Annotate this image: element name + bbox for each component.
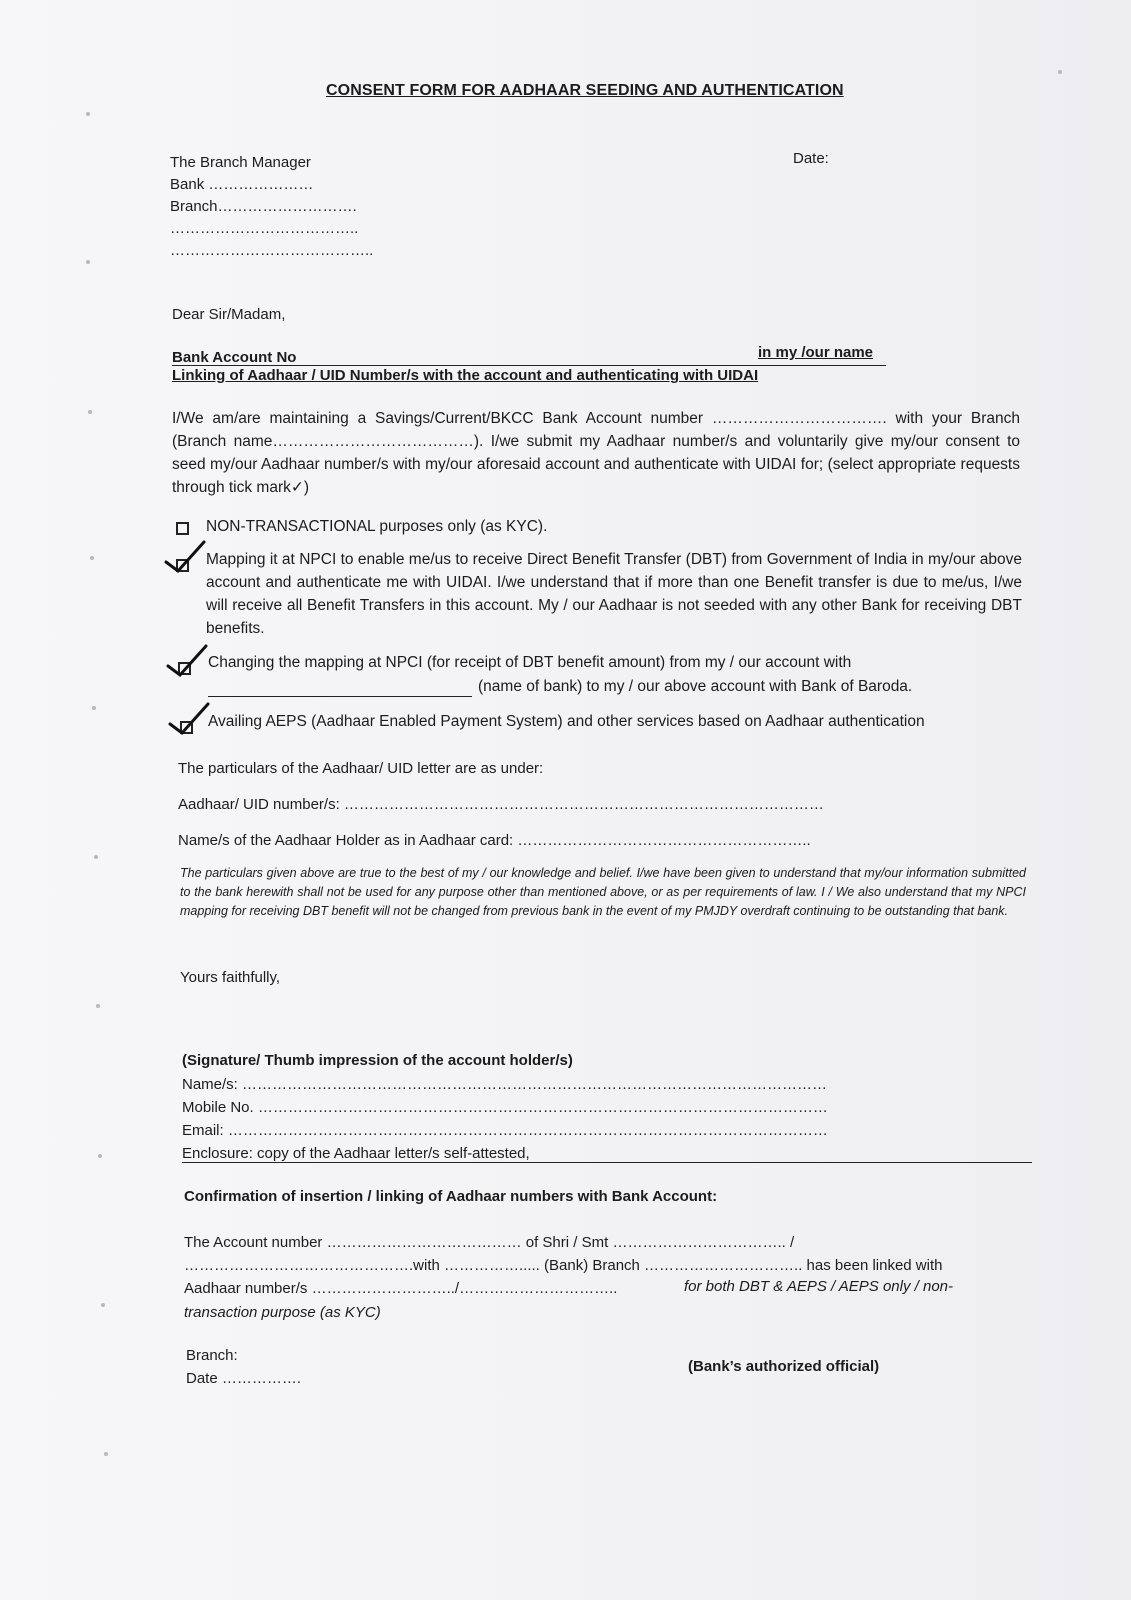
salutation: Dear Sir/Madam,: [172, 306, 286, 323]
address-line: …………………………………..: [170, 242, 374, 259]
confirmation-line: ……………………………………….with ……………..... (Bank) Branch ………………………….. has been linked with: [184, 1257, 943, 1274]
confirmation-purpose-cont: transaction purpose (as KYC): [184, 1304, 381, 1321]
confirmation-aadhaar-numbers: Aadhaar number/s ………………………../…………………………..: [184, 1280, 618, 1297]
option-non-transactional-checkbox[interactable]: [176, 522, 189, 535]
scan-speck: [86, 260, 90, 264]
enclosure-note: Enclosure: copy of the Aadhaar letter/s self-attested,: [182, 1145, 530, 1162]
confirmation-heading: Confirmation of insertion / linking of Aadhaar numbers with Bank Account:: [184, 1188, 718, 1205]
scan-speck: [1058, 70, 1062, 74]
particulars-heading: The particulars of the Aadhaar/ UID letter are as under:: [178, 760, 544, 777]
signature-heading: (Signature/ Thumb impression of the account holder/s): [182, 1052, 573, 1069]
scan-speck: [94, 855, 98, 859]
form-title: CONSENT FORM FOR AADHAAR SEEDING AND AUTHENTICATION: [326, 82, 844, 99]
date-label: Date:: [793, 150, 829, 167]
address-line: Bank …………………: [170, 176, 314, 193]
authorized-official-label: (Bank’s authorized official): [688, 1358, 880, 1375]
address-block: [170, 152, 373, 262]
closing-text: Yours faithfully,: [180, 969, 281, 986]
confirmation-date: Date …………….: [186, 1370, 302, 1387]
bank-name-blank: [208, 696, 472, 697]
confirmation-purpose: for both DBT & AEPS / AEPS only / non-: [684, 1278, 954, 1295]
confirmation-line: The Account number ………………………………… of Shri / Smt …………………………….. /: [184, 1234, 795, 1251]
scan-speck: [101, 1303, 105, 1307]
subject-heading: Linking of Aadhaar / UID Number/s with the account and authenticating with UIDAI: [172, 367, 759, 384]
aadhaar-holder-name-field[interactable]: Name/s of the Aadhaar Holder as in Aadhaar card: …………………………………………………..: [178, 832, 811, 849]
in-our-name-label: in my /our name: [758, 344, 874, 361]
enclosure-rule: [182, 1162, 1032, 1163]
address-line: Branch……………………….: [170, 198, 357, 215]
option-change-mapping-line1: Changing the mapping at NPCI (for receipt of DBT benefit amount) from my / our account with: [208, 654, 852, 671]
scan-speck: [104, 1452, 108, 1456]
option-aeps-label: Availing AEPS (Aadhaar Enabled Payment System) and other services based on Aadhaar authentication: [208, 713, 925, 730]
option-non-transactional-label: NON-TRANSACTIONAL purposes only (as KYC).: [206, 518, 548, 535]
option-change-mapping-line2: (name of bank) to my / our above account with Bank of Baroda.: [478, 678, 913, 695]
mobile-field[interactable]: Mobile No. ……………………………………………………………………………………………………: [182, 1099, 828, 1116]
name-field[interactable]: Name/s: ………………………………………………………………………………………………………: [182, 1076, 828, 1093]
address-line: ………………………………..: [170, 220, 359, 237]
aadhaar-uid-field[interactable]: Aadhaar/ UID number/s: ……………………………………………………………………………………: [178, 796, 824, 813]
address-line: The Branch Manager: [170, 154, 311, 171]
bank-account-label: Bank Account No: [172, 349, 297, 366]
declaration-paragraph: The particulars given above are true to the best of my / our knowledge and belief. I/we have been given to understand that my/our information submitted to the bank herewith shall not be used for any purpose other than mentioned above, or as per requirements of law. I / We also understand that my NPCI mapping for receiving DBT benefit will not be changed from previous bank in the event of my PMJDY overdraft continuing to be outstanding that bank.: [180, 866, 1026, 918]
scan-speck: [92, 706, 96, 710]
scan-speck: [98, 1154, 102, 1158]
scan-speck: [86, 112, 90, 116]
scan-speck: [90, 556, 94, 560]
email-field[interactable]: Email: …………………………………………………………………………………………………………: [182, 1122, 828, 1139]
intro-paragraph: I/We am/are maintaining a Savings/Current/BKCC Bank Account number ……………………………. with your Branch (Branch name…………………………………). I/we submit my Aadhaar number/s and voluntarily give my/our consent to seed my/our Aadhaar number/s with my/our aforesaid account and authenticate with UIDAI for; (select appropriate requests through tick mark✓): [172, 410, 1020, 496]
branch-label: Branch:: [186, 1347, 238, 1364]
scan-speck: [88, 410, 92, 414]
scan-speck: [96, 1004, 100, 1008]
option-dbt-label: Mapping it at NPCI to enable me/us to receive Direct Benefit Transfer (DBT) from Government of India in my/our above account and authenticate me with UIDAI. I/we understand that if more than one Benefit transfer is due to me/us, I/we will receive all Benefit Transfers in this account. My / our Aadhaar is not seeded with any other Bank for receiving DBT benefits.: [206, 551, 1022, 637]
